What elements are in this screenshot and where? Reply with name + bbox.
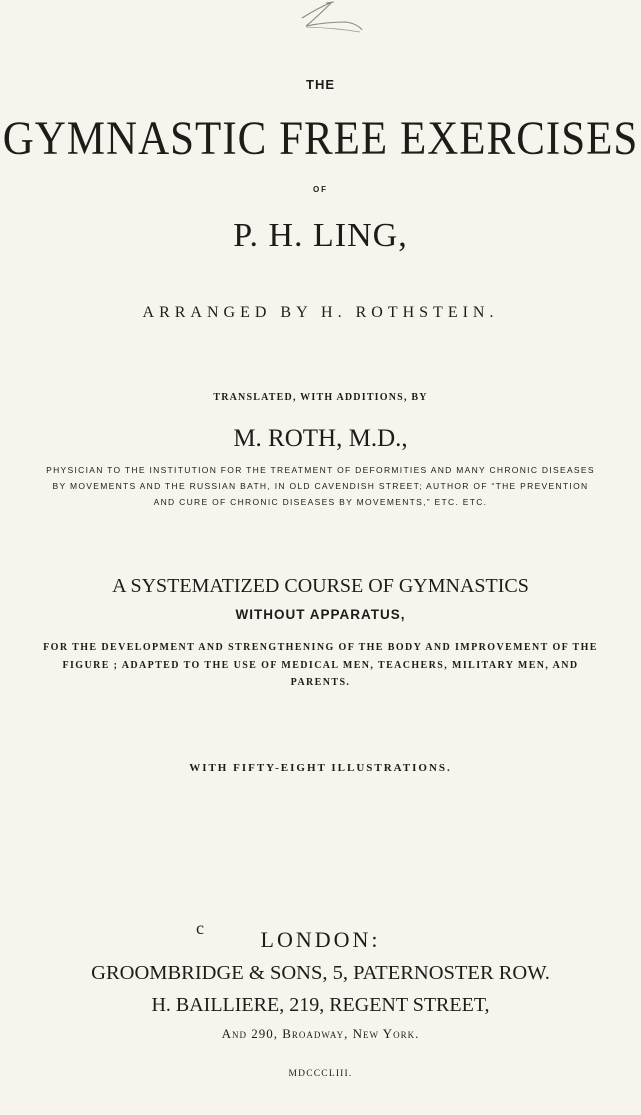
pencil-mark-icon — [296, 0, 366, 36]
course-subtitle: A SYSTEMATIZED COURSE OF GYMNASTICS — [112, 575, 529, 597]
publisher-line-1: GROOMBRIDGE & SONS, 5, PATERNOSTER ROW. — [91, 962, 550, 984]
date-roman: MDCCCLIII. — [288, 1069, 353, 1079]
illustrations-note: WITH FIFTY-EIGHT ILLUSTRATIONS. — [189, 762, 452, 774]
translated-by: TRANSLATED, WITH ADDITIONS, BY — [213, 392, 428, 403]
publisher-line-2: H. BAILLIERE, 219, REGENT STREET, — [151, 994, 490, 1016]
translator-name: M. ROTH, M.D., — [233, 425, 408, 452]
publisher-line-3: And 290, Broadway, New York. — [221, 1026, 420, 1041]
arranged-by: ARRANGED BY H. ROTHSTEIN. — [142, 304, 499, 321]
author-name: P. H. LING, — [233, 217, 408, 254]
of-label: OF — [312, 185, 329, 194]
main-title: GYMNASTIC FREE EXERCISES — [2, 113, 639, 165]
without-apparatus: WITHOUT APPARATUS, — [235, 607, 406, 622]
translator-description: PHYSICIAN TO THE INSTITUTION FOR THE TREATMENT OF DEFORMITIES AND MANY CHRONIC DISEASES BY MOVEMENTS AND THE RUSSIAN BATH, IN OLD CAVENDISH STREET; AUTHOR OF “THE PREVENTION AND CURE OF CHRONIC DISEASES BY MOVEMENTS,” ETC. ETC. — [46, 465, 595, 507]
london-label: LONDON: — [260, 927, 381, 952]
purpose-text: FOR THE DEVELOPMENT AND STRENGTHENING OF THE BODY AND IMPROVEMENT OF THE FIGURE ; ADAPTED TO THE USE OF MEDICAL MEN, TEACHERS, MILITARY MEN, AND PARENTS. — [43, 642, 598, 688]
handwritten-mark: c — [196, 918, 204, 938]
the-label: THE — [306, 77, 335, 92]
